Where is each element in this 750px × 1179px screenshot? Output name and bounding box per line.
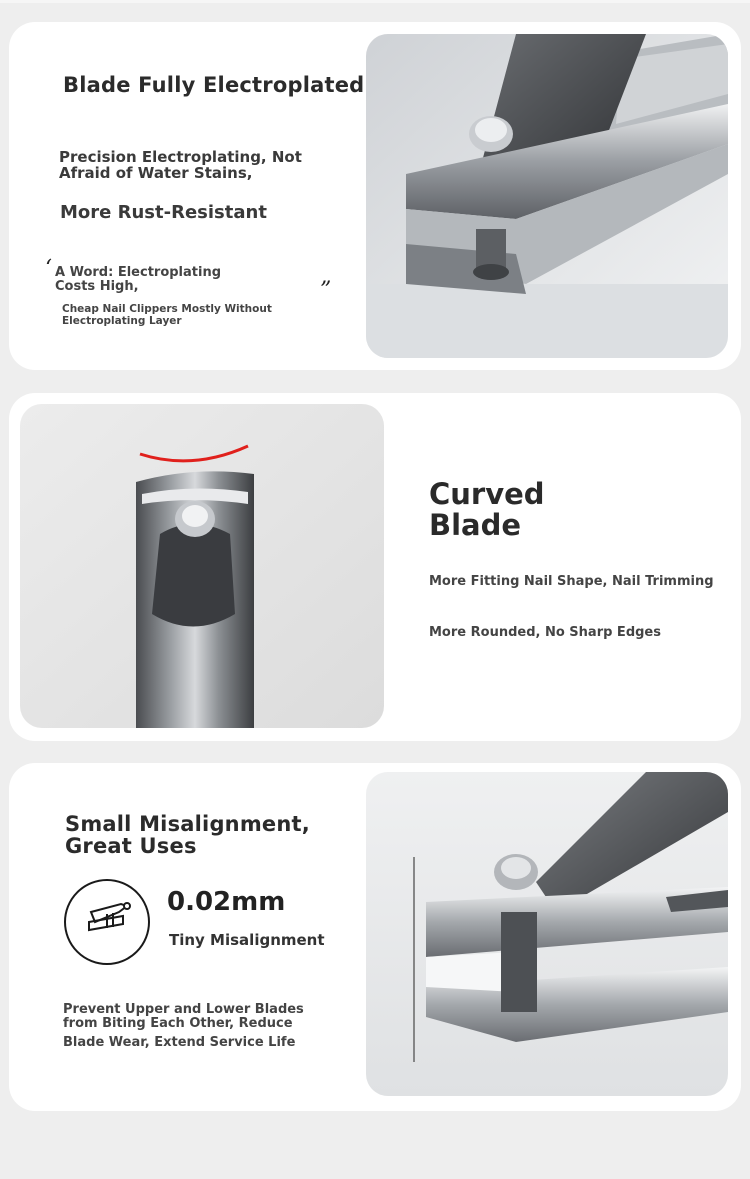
open-quote-mark: ‘ [45,256,52,281]
misalignment-blade-photo [366,772,728,1096]
electroplated-card [9,22,741,370]
curved-blade-photo [20,404,384,728]
cheap-clippers-note: Cheap Nail Clippers Mostly Without Electroplating Layer [62,303,272,327]
electroplating-note: A Word: Electroplating Costs High, [55,265,222,294]
curved-blade-title: Curved Blade [429,477,545,542]
misalignment-label: Tiny Misalignment [169,931,325,949]
electroplated-title: Blade Fully Electroplated [63,73,365,97]
misalignment-card [9,763,741,1111]
top-divider [0,0,750,3]
misalignment-value: 0.02mm [167,887,286,917]
curved-blade-card [9,393,741,741]
misalignment-title: Small Misalignment, Great Uses [65,812,310,858]
rounded-edges-text: More Rounded, No Sharp Edges [429,625,661,640]
fitting-shape-text: More Fitting Nail Shape, Nail Trimming [429,574,714,589]
nail-clipper-circle-icon [61,878,155,966]
rust-resistant-text: More Rust-Resistant [60,202,267,223]
electroplated-desc: Precision Electroplating, Not Afraid of Water Stains, [59,148,302,182]
close-quote-mark: ” [320,278,332,303]
prevent-biting-text: Prevent Upper and Lower Blades from Biting Each Other, Reduce [63,1002,304,1031]
electroplated-blade-photo [366,34,728,358]
service-life-text: Blade Wear, Extend Service Life [63,1035,296,1050]
